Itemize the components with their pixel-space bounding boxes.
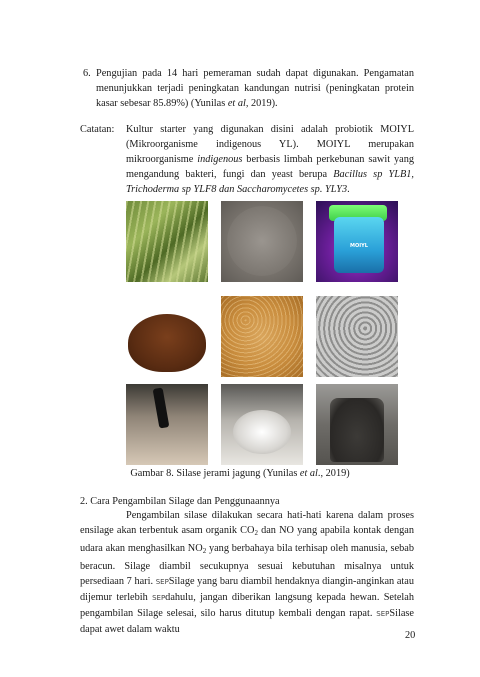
item6-cite-end: 2019).: [248, 98, 278, 109]
photo-gravel-mix: [316, 296, 398, 377]
photo-mixing-bowl: [221, 384, 303, 465]
photo-corn-straw: [126, 201, 208, 282]
note-italic-1: indigenous: [197, 154, 243, 165]
caption-end: ., 2019): [317, 468, 350, 479]
note-text-1: Kultur starter yang digunakan disini adalah probiotik MOIYL (Mikroorganisme indigenous YL). MOIYL merupakan mikroorganisme: [126, 124, 414, 165]
note-text-3: .: [347, 184, 350, 195]
body-text-2: dan NO yang apabila kontak dengan udara akan menghasilkan NO: [80, 525, 414, 554]
list-item-6: [83, 66, 414, 111]
photo-moiyl-jar: [316, 201, 398, 282]
note-body: [126, 122, 414, 197]
section-title: 2. Cara Pengambilan Silage dan Penggunaannya: [80, 496, 280, 507]
photo-ground-material: [221, 201, 303, 282]
body-paragraph: [80, 508, 414, 637]
subscript-2b: 2: [202, 547, 207, 555]
photo-pouring-liquid: [126, 384, 208, 465]
note-text-2: berbasis limbah perkebunan sawit yang mengandung bakteri, fungi dan yeast berupa: [126, 154, 414, 180]
body-text-3: yang berbahaya bila terhisap oleh manusia, sebab beracun. Silage diambil secukupnya sesuai kebutuhan misalnya untuk persediaan 7 hari.: [80, 543, 415, 587]
note-italic-2: Bacillus sp YLB1, Trichoderma sp YLF8 dan Saccharomycetes sp. YLY3: [126, 169, 414, 195]
photo-grid: [126, 201, 398, 465]
sep-glyph: SEP: [155, 578, 169, 586]
jar-label: MOIYL: [350, 243, 368, 249]
body-text-4: Silage yang baru diambil hendaknya diangin-anginkan atau dijemur terlebih: [80, 576, 414, 603]
item6-text: Pengujian pada 14 hari pemeraman sudah dapat digunakan. Pengamatan menunjukkan terjadi peningkatan kandungan nutrisi (peningkatan protein kasar sebesar 85.89%) (Yunilas: [96, 68, 414, 109]
body-text-1: Pengambilan silase dilakukan secara hati-hati karena dalam proses ensilage akan terbentuk asam organik CO: [80, 510, 414, 536]
caption-italic: et al: [299, 468, 318, 479]
subscript-2: 2: [254, 529, 258, 537]
caption-text: Gambar 8. Silase jerami jagung (Yunilas: [130, 468, 300, 479]
body-text-5: dahulu, jangan diberikan langsung kepada hewan. Setelah pengambilan Silage selesai, silo harus ditutup kembali dengan rapat.: [80, 592, 414, 619]
photo-silage-bag: [316, 384, 398, 465]
body-text-6: Silase dapat awet dalam waktu: [80, 608, 414, 635]
list-item-text: [96, 66, 414, 111]
photo-brown-powder: [126, 296, 208, 377]
note-label: Catatan:: [80, 124, 115, 135]
figure-caption: [0, 466, 480, 481]
photo-bran: [221, 296, 303, 377]
sep-glyph: SEP: [152, 594, 166, 602]
sep-glyph: SEP: [376, 610, 390, 618]
item6-cite-italic: et al,: [227, 98, 249, 109]
page-number: 20: [405, 630, 416, 641]
list-number: 6.: [83, 68, 91, 79]
